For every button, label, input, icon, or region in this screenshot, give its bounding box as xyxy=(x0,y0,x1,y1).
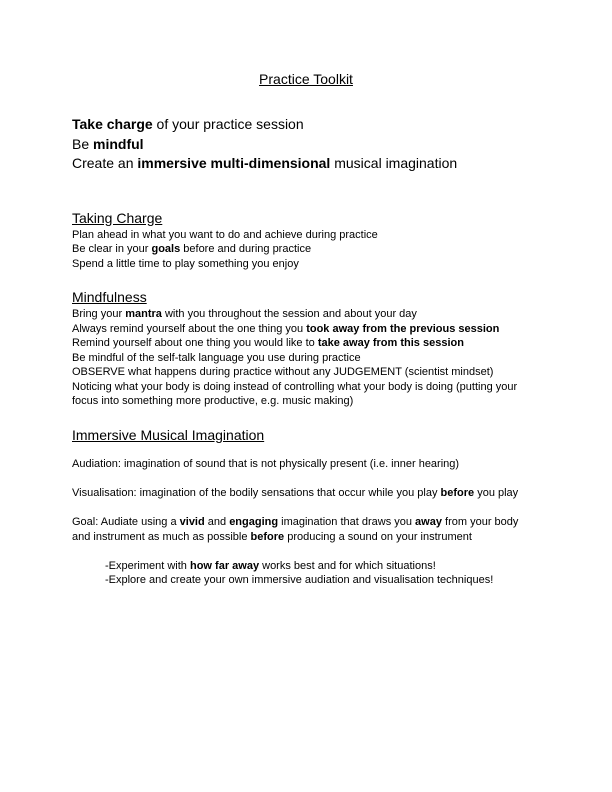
paragraph-visualisation xyxy=(72,486,540,501)
text-line xyxy=(72,486,540,501)
text-segment: Audiation: imagination of sound that is not physically present (i.e. inner hearing) xyxy=(72,458,460,470)
text-segment: and instrument as much as possible xyxy=(72,530,251,543)
text-line xyxy=(72,228,540,243)
bold-text-segment: goals xyxy=(151,243,181,255)
section-taking-charge xyxy=(72,211,540,272)
text-line xyxy=(105,573,540,588)
text-line xyxy=(72,365,540,380)
text-line xyxy=(72,257,540,272)
text-segment: -Explore and create your own immersive audiation and visualisation techniques! xyxy=(105,574,494,586)
bold-text-segment: Take charge xyxy=(72,116,153,132)
text-line xyxy=(72,380,540,395)
text-segment: Create an xyxy=(72,155,138,171)
bold-text-segment: how far away xyxy=(189,559,260,572)
text-segment: from your body xyxy=(441,516,519,528)
bold-text-segment: vivid xyxy=(179,516,205,528)
bold-text-segment: mantra xyxy=(125,308,162,320)
text-line xyxy=(72,394,540,409)
text-segment: Noticing what your body is doing instead of controlling what your body is doing (putting your xyxy=(72,380,518,393)
text-segment: Visualisation: imagination of the bodily sensations that occur while you play xyxy=(72,487,441,499)
text-segment: of your practice session xyxy=(152,116,304,132)
text-segment: before and during practice xyxy=(180,243,312,255)
text-line xyxy=(72,242,540,257)
paragraph-audiation xyxy=(72,457,540,472)
section-immersive-musical-imagination xyxy=(72,428,540,588)
text-segment: with you throughout the session and about your day xyxy=(161,308,417,320)
bullet-list xyxy=(72,559,540,588)
text-segment: Spend a little time to play something you enjoy xyxy=(72,257,299,270)
text-segment: you play xyxy=(474,487,519,499)
text-segment: producing a sound on your instrument xyxy=(284,530,472,543)
section-heading-immersive: Immersive Musical Imagination xyxy=(72,426,265,443)
text-segment: and xyxy=(204,516,230,528)
section-mindfulness xyxy=(72,290,540,409)
text-line xyxy=(72,154,540,174)
bold-text-segment: took away from the previous session xyxy=(306,322,500,335)
paragraph-goal xyxy=(72,515,540,544)
section-heading-taking-charge: Taking Charge xyxy=(72,209,163,226)
text-line xyxy=(72,307,540,322)
text-segment: Remind yourself about one thing you would like to xyxy=(72,337,318,349)
section-body-taking-charge xyxy=(72,228,540,272)
bold-text-segment: away xyxy=(415,516,442,528)
text-line xyxy=(105,559,540,574)
text-segment: Goal: Audiate using a xyxy=(72,516,180,528)
bold-text-segment: mindful xyxy=(93,135,144,152)
text-line xyxy=(72,336,540,351)
text-segment: Be clear in your xyxy=(72,243,152,255)
text-segment: works best and for which situations! xyxy=(259,559,436,572)
text-segment: OBSERVE what happens during practice without any JUDGEMENT (scientist mindset) xyxy=(72,366,494,378)
text-segment: Be xyxy=(72,135,94,152)
text-segment: imagination that draws you xyxy=(278,516,416,528)
text-line xyxy=(72,351,540,366)
intro-block xyxy=(72,115,540,174)
text-line xyxy=(72,115,540,135)
section-body-mindfulness xyxy=(72,307,540,409)
text-line xyxy=(72,530,540,545)
bold-text-segment: before xyxy=(440,487,475,499)
bold-text-segment: take away from this session xyxy=(317,337,464,349)
text-line xyxy=(72,457,540,472)
bold-text-segment: engaging xyxy=(229,516,279,528)
text-segment: Be mindful of the self-talk language you use during practice xyxy=(72,351,361,364)
bold-text-segment: immersive multi-dimensional xyxy=(137,155,331,171)
text-line xyxy=(72,135,540,155)
text-line xyxy=(72,515,540,530)
text-segment: -Experiment with xyxy=(105,559,190,572)
document-title: Practice Toolkit xyxy=(259,71,353,87)
text-segment: musical imagination xyxy=(330,155,458,171)
bold-text-segment: before xyxy=(250,530,285,543)
text-segment: Bring your xyxy=(72,308,126,320)
text-segment: Always remind yourself about the one thing you xyxy=(72,322,307,335)
section-heading-mindfulness: Mindfulness xyxy=(72,289,147,305)
text-line xyxy=(72,322,540,337)
text-segment: Plan ahead in what you want to do and achieve during practice xyxy=(72,228,378,241)
text-segment: focus into something more productive, e.g. music making) xyxy=(72,395,354,407)
